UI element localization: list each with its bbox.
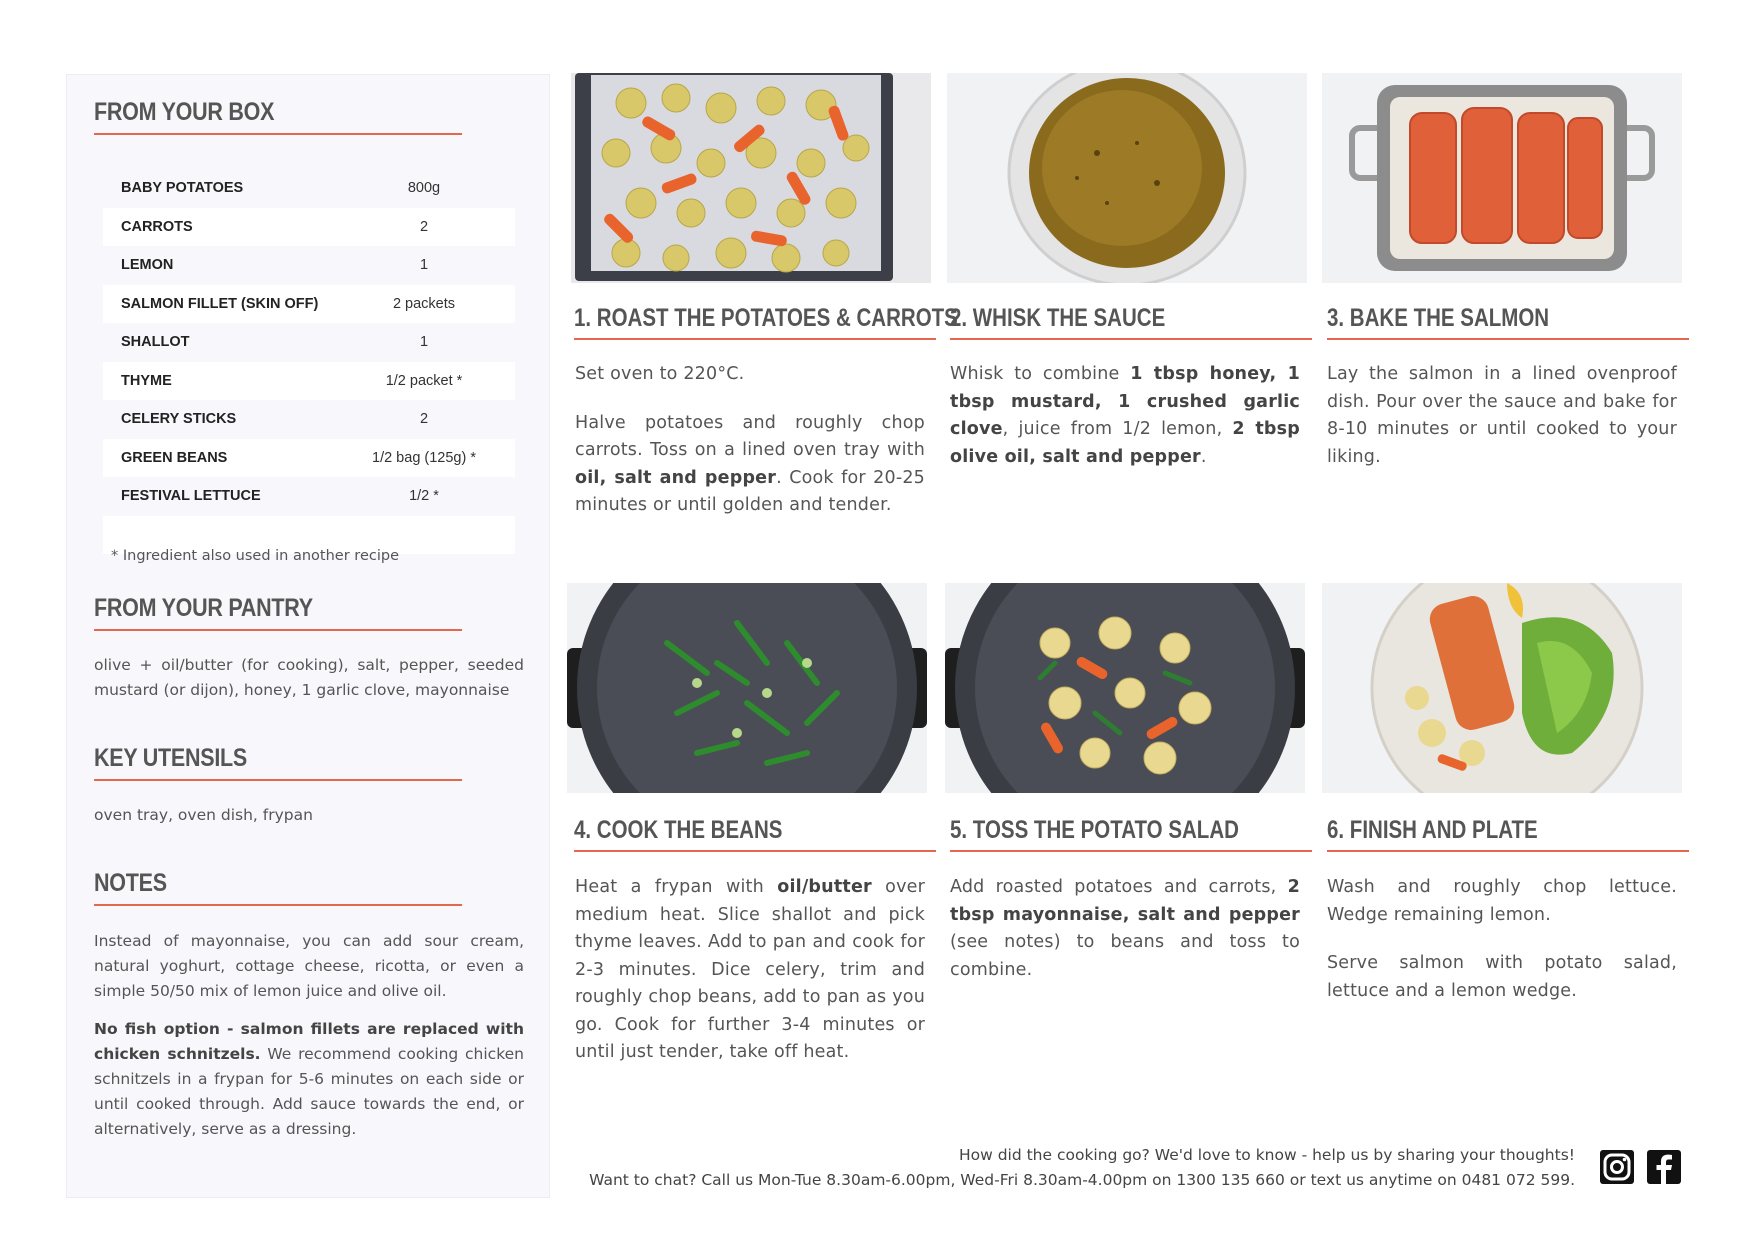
step-1-heading: 1. ROAST THE POTATOES & CARROTS [574,303,936,340]
notes-heading: NOTES [94,868,462,906]
ingredient-row [103,362,515,401]
step-text-run: (see notes) to beans and toss to combine. [950,932,1300,980]
step-6-heading: 6. FINISH AND PLATE [1327,815,1689,852]
utensils-text: oven tray, oven dish, frypan [94,806,313,824]
ingredients-panel [66,74,550,1198]
footer-feedback-line: How did the cooking go? We'd love to know - help us by sharing your thoughts! [958,1146,1575,1164]
step-3-text [1327,361,1677,492]
step-4-text [575,874,925,1088]
footer-contact-line: Want to chat? Call us Mon-Tue 8.30am-6.00pm, Wed-Fri 8.30am-4.00pm on 1300 135 660 or text us anytime on 0481 072 599. [589,1171,1575,1189]
step-paragraph [950,874,1300,984]
ingredient-quantity: 1 [419,334,429,351]
ingredient-quantity: 1 [419,257,429,274]
step-text-run: Heat a frypan with [575,877,778,897]
step-2-heading: 2. WHISK THE SAUCE [950,303,1312,340]
ingredient-name: CARROTS [121,218,193,235]
step-paragraph [950,361,1300,471]
step-text-run: Lay the salmon in a lined ovenproof dish. Pour over the sauce and bake for 8-10 minutes or until cooked to your liking. [1327,364,1677,467]
ingredient-row [103,246,515,285]
no-fish-bold: No fish option - salmon fillets are replaced with chicken schnitzels. [94,1020,524,1063]
step-6-image [1322,583,1682,793]
step-text-run: Halve potatoes and roughly chop carrots. Toss on a lined oven tray with [575,412,925,460]
ingredient-quantity: 800g [407,180,441,197]
step-text-run: Wash and roughly chop lettuce. Wedge remaining lemon. [1327,877,1677,925]
ingredient-name: GREEN BEANS [121,449,228,466]
no-fish-detail: We recommend cooking chicken schnitzels in a frypan for 5-6 minutes on each side or until cooked through. Add sauce towards the end, or alternatively, serve as a dressing. [94,1045,524,1138]
footer [589,1143,1575,1193]
ingredient-row [103,169,515,208]
pantry-text: olive + oil/butter (for cooking), salt, pepper, seeded mustard (or dijon), honey, 1 garlic clove, mayonnaise [94,656,524,699]
step-5-text [950,874,1300,1005]
ingredient-quantity: 2 packets [392,295,456,312]
key-utensils-heading: KEY UTENSILS [94,743,462,781]
ingredient-name: LEMON [121,257,174,274]
ingredient-row [103,208,515,247]
ingredient-quantity: 2 [419,218,429,235]
ingredient-quantity: 1/2 packet * [385,372,463,389]
ingredient-row [103,400,515,439]
step-text-bold: oil, salt and pepper [575,467,777,488]
step-paragraph [575,410,925,520]
step-5-heading: 5. TOSS THE POTATO SALAD [950,815,1312,852]
step-paragraph [1327,361,1677,471]
step-text-bold: 2 tbsp mayonnaise, salt and pepper [950,877,1300,925]
ingredient-row [103,439,515,478]
ingredient-row [103,323,515,362]
step-3-image [1322,73,1682,283]
step-text-run: . Cook for 20-25 minutes or until golden and tender. [575,467,925,515]
ingredient-row [103,285,515,324]
step-4-heading: 4. COOK THE BEANS [574,815,936,852]
ingredient-name: CELERY STICKS [121,411,237,428]
step-text-run: Add roasted potatoes and carrots, [950,877,1288,897]
ingredient-name: SALMON FILLET (SKIN OFF) [121,295,319,312]
step-text-run: Serve salmon with potato salad, lettuce and a lemon wedge. [1327,953,1677,1001]
step-text-run: over medium heat. Slice shallot and pick thyme leaves. Add to pan and cook for 2-3 minutes. Dice celery, trim and roughly chop beans, add to pan as you go. Cook for further 3-4 minutes or until just tender, take off heat. [575,877,925,1062]
facebook-icon[interactable] [1646,1149,1682,1185]
instagram-icon[interactable] [1599,1149,1635,1185]
step-paragraph [575,874,925,1067]
ingredient-name: FESTIVAL LETTUCE [121,488,261,505]
step-6-text [1327,874,1677,1026]
ingredient-row [103,477,515,516]
step-text-run: . [1200,446,1207,467]
ingredient-quantity: 2 [419,411,429,428]
step-1-image [571,73,931,283]
step-1-text [575,361,925,541]
ingredient-footnote: * Ingredient also used in another recipe [111,548,399,564]
step-2-text [950,361,1300,492]
step-paragraph [1327,874,1677,929]
ingredient-name: BABY POTATOES [121,180,244,197]
step-paragraph [1327,950,1677,1005]
no-fish-note [94,1017,524,1142]
step-5-image [945,583,1305,793]
ingredients-table [103,169,515,554]
ingredient-quantity: 1/2 bag (125g) * [372,449,476,466]
from-your-box-heading: FROM YOUR BOX [94,97,462,135]
step-text-run: Set oven to 220°C. [575,364,745,384]
step-4-image [567,583,927,793]
ingredient-quantity: 1/2 * [409,488,439,505]
step-text-bold: oil/butter [777,877,872,897]
step-text-run: , juice from 1/2 lemon, [1002,419,1233,439]
step-paragraph [575,361,925,389]
ingredient-name: THYME [121,372,172,389]
step-text-bold: 1 tbsp honey, 1 tbsp mustard, 1 crushed garlic clove [950,364,1300,439]
step-2-image [947,73,1307,283]
step-text-run: Whisk to combine [950,364,1131,384]
ingredient-name: SHALLOT [121,334,190,351]
notes-text: Instead of mayonnaise, you can add sour cream, natural yoghurt, cottage cheese, ricotta, or even a simple 50/50 mix of lemon juice and olive oil. [94,932,524,1000]
step-text-bold: 2 tbsp olive oil, salt and pepper [950,419,1300,467]
step-3-heading: 3. BAKE THE SALMON [1327,303,1689,340]
from-your-pantry-heading: FROM YOUR PANTRY [94,593,462,631]
